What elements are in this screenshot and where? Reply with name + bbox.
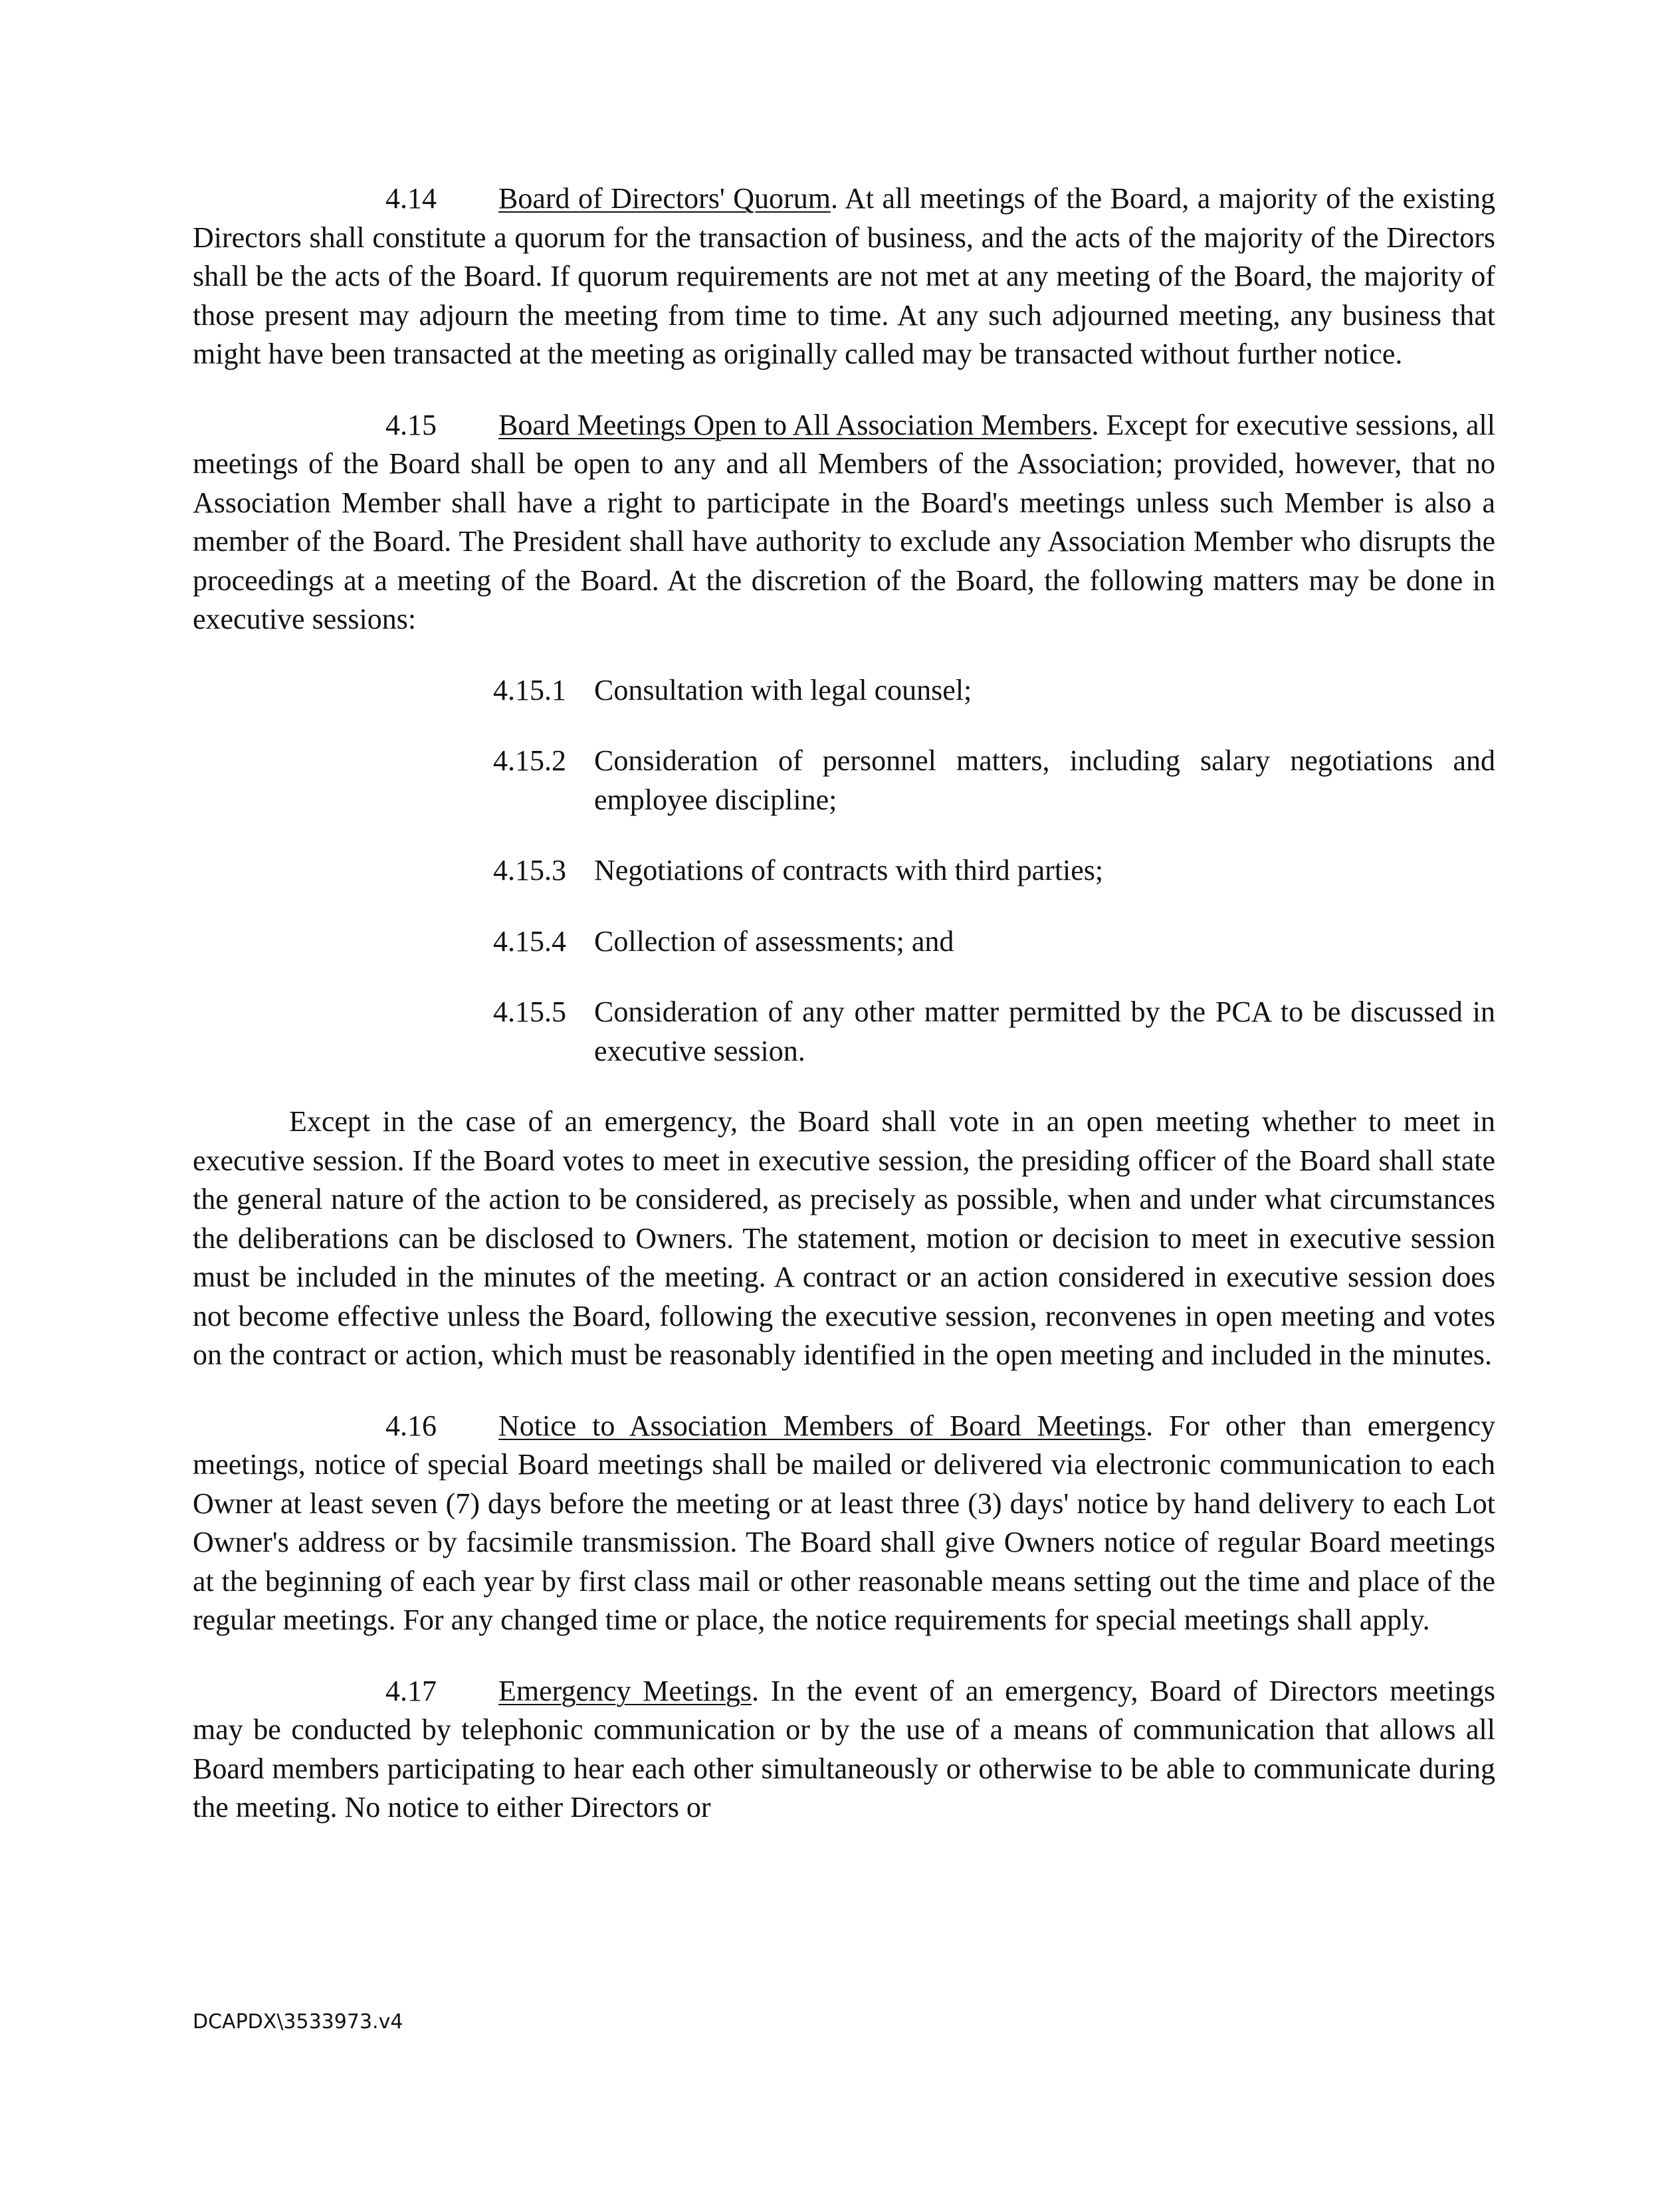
section-title: Emergency Meetings <box>498 1674 752 1707</box>
list-item-number: 4.15.1 <box>493 673 566 706</box>
list-item-text: Consideration of personnel matters, including salary negotiations and employee discipline; <box>594 744 1495 816</box>
section-body: . For other than emergency meetings, notice of special Board meetings shall be mailed or delivered via electronic communication to each Owner at least seven (7) days before the meeting or at least three (3) days' notice by hand delivery to each Lot Owner's address or by facsimile transmission. The Board shall give Owners notice of regular Board meetings at the beginning of each year by first class mail or other reasonable means setting out the time and place of the regular meetings. For any changed time or place, the notice requirements for special meetings shall apply. <box>193 1409 1496 1636</box>
list-item-number: 4.15.5 <box>493 995 566 1028</box>
list-item-text: Negotiations of contracts with third parties; <box>594 854 1104 887</box>
list-item <box>493 851 1495 890</box>
executive-session-matters-list <box>193 671 1495 1071</box>
section-4-17 <box>193 1672 1495 1827</box>
list-item <box>493 742 1495 819</box>
list-item <box>493 671 1495 710</box>
section-number: 4.14 <box>385 182 437 215</box>
list-item-text: Consultation with legal counsel; <box>594 673 972 706</box>
section-body: . At all meetings of the Board, a majority of the existing Directors shall constitute a quorum for the transaction of business, and the acts of the majority of the Directors shall be the acts of the Board. If quorum requirements are not met at any meeting of the Board, the majority of those present may adjourn the meeting from time to time. At any such adjourned meeting, any business that might have been transacted at the meeting as originally called may be transacted without further notice. <box>193 182 1495 370</box>
list-item <box>493 922 1495 962</box>
section-number: 4.15 <box>385 408 437 441</box>
section-body: . Except for executive sessions, all meetings of the Board shall be open to any and all Members of the Association; provided, however, that no Association Member shall have a right to participate in the Board's meetings unless such Member is also a member of the Board. The President shall have authority to exclude any Association Member who disrupts the proceedings at a meeting of the Board. At the discretion of the Board, the following matters may be done in executive sessions: <box>193 408 1495 635</box>
section-title: Notice to Association Members of Board Meetings <box>498 1409 1146 1442</box>
list-item-number: 4.15.2 <box>493 744 566 777</box>
section-4-15 <box>193 406 1495 639</box>
executive-session-paragraph: Except in the case of an emergency, the Board shall vote in an open meeting whether to meet in executive session. If the Board votes to meet in executive session, the presiding officer of the Board shall state the general nature of the action to be considered, as precisely as possible, when and under what circumstances the deliberations can be disclosed to Owners. The statement, motion or decision to meet in executive session must be included in the minutes of the meeting. A contract or an action considered in executive session does not become effective unless the Board, following the executive session, reconvenes in open meeting and votes on the contract or action, which must be reasonably identified in the open meeting and included in the minutes. <box>193 1105 1495 1371</box>
list-item-number: 4.15.3 <box>493 854 566 887</box>
section-number: 4.17 <box>385 1674 437 1707</box>
section-body: . In the event of an emergency, Board of Directors meetings may be conducted by telephonic communication or by the use of a means of communication that allows all Board members participating to hear each other simultaneously or otherwise to be able to communicate during the meeting. No notice to either Directors or <box>193 1674 1495 1824</box>
section-4-16 <box>193 1407 1495 1640</box>
list-item-text: Consideration of any other matter permitted by the PCA to be discussed in executive session. <box>594 995 1495 1067</box>
section-title: Board Meetings Open to All Association Members <box>498 408 1092 441</box>
section-4-14 <box>193 179 1495 374</box>
list-item-number: 4.15.4 <box>493 924 566 958</box>
section-title: Board of Directors' Quorum <box>498 182 831 215</box>
list-item-text: Collection of assessments; and <box>594 924 954 958</box>
document-page <box>193 179 1495 1827</box>
list-item <box>493 993 1495 1071</box>
document-id-footer: DCAPDX\3533973.v4 <box>193 2010 403 2034</box>
section-number: 4.16 <box>385 1409 437 1442</box>
